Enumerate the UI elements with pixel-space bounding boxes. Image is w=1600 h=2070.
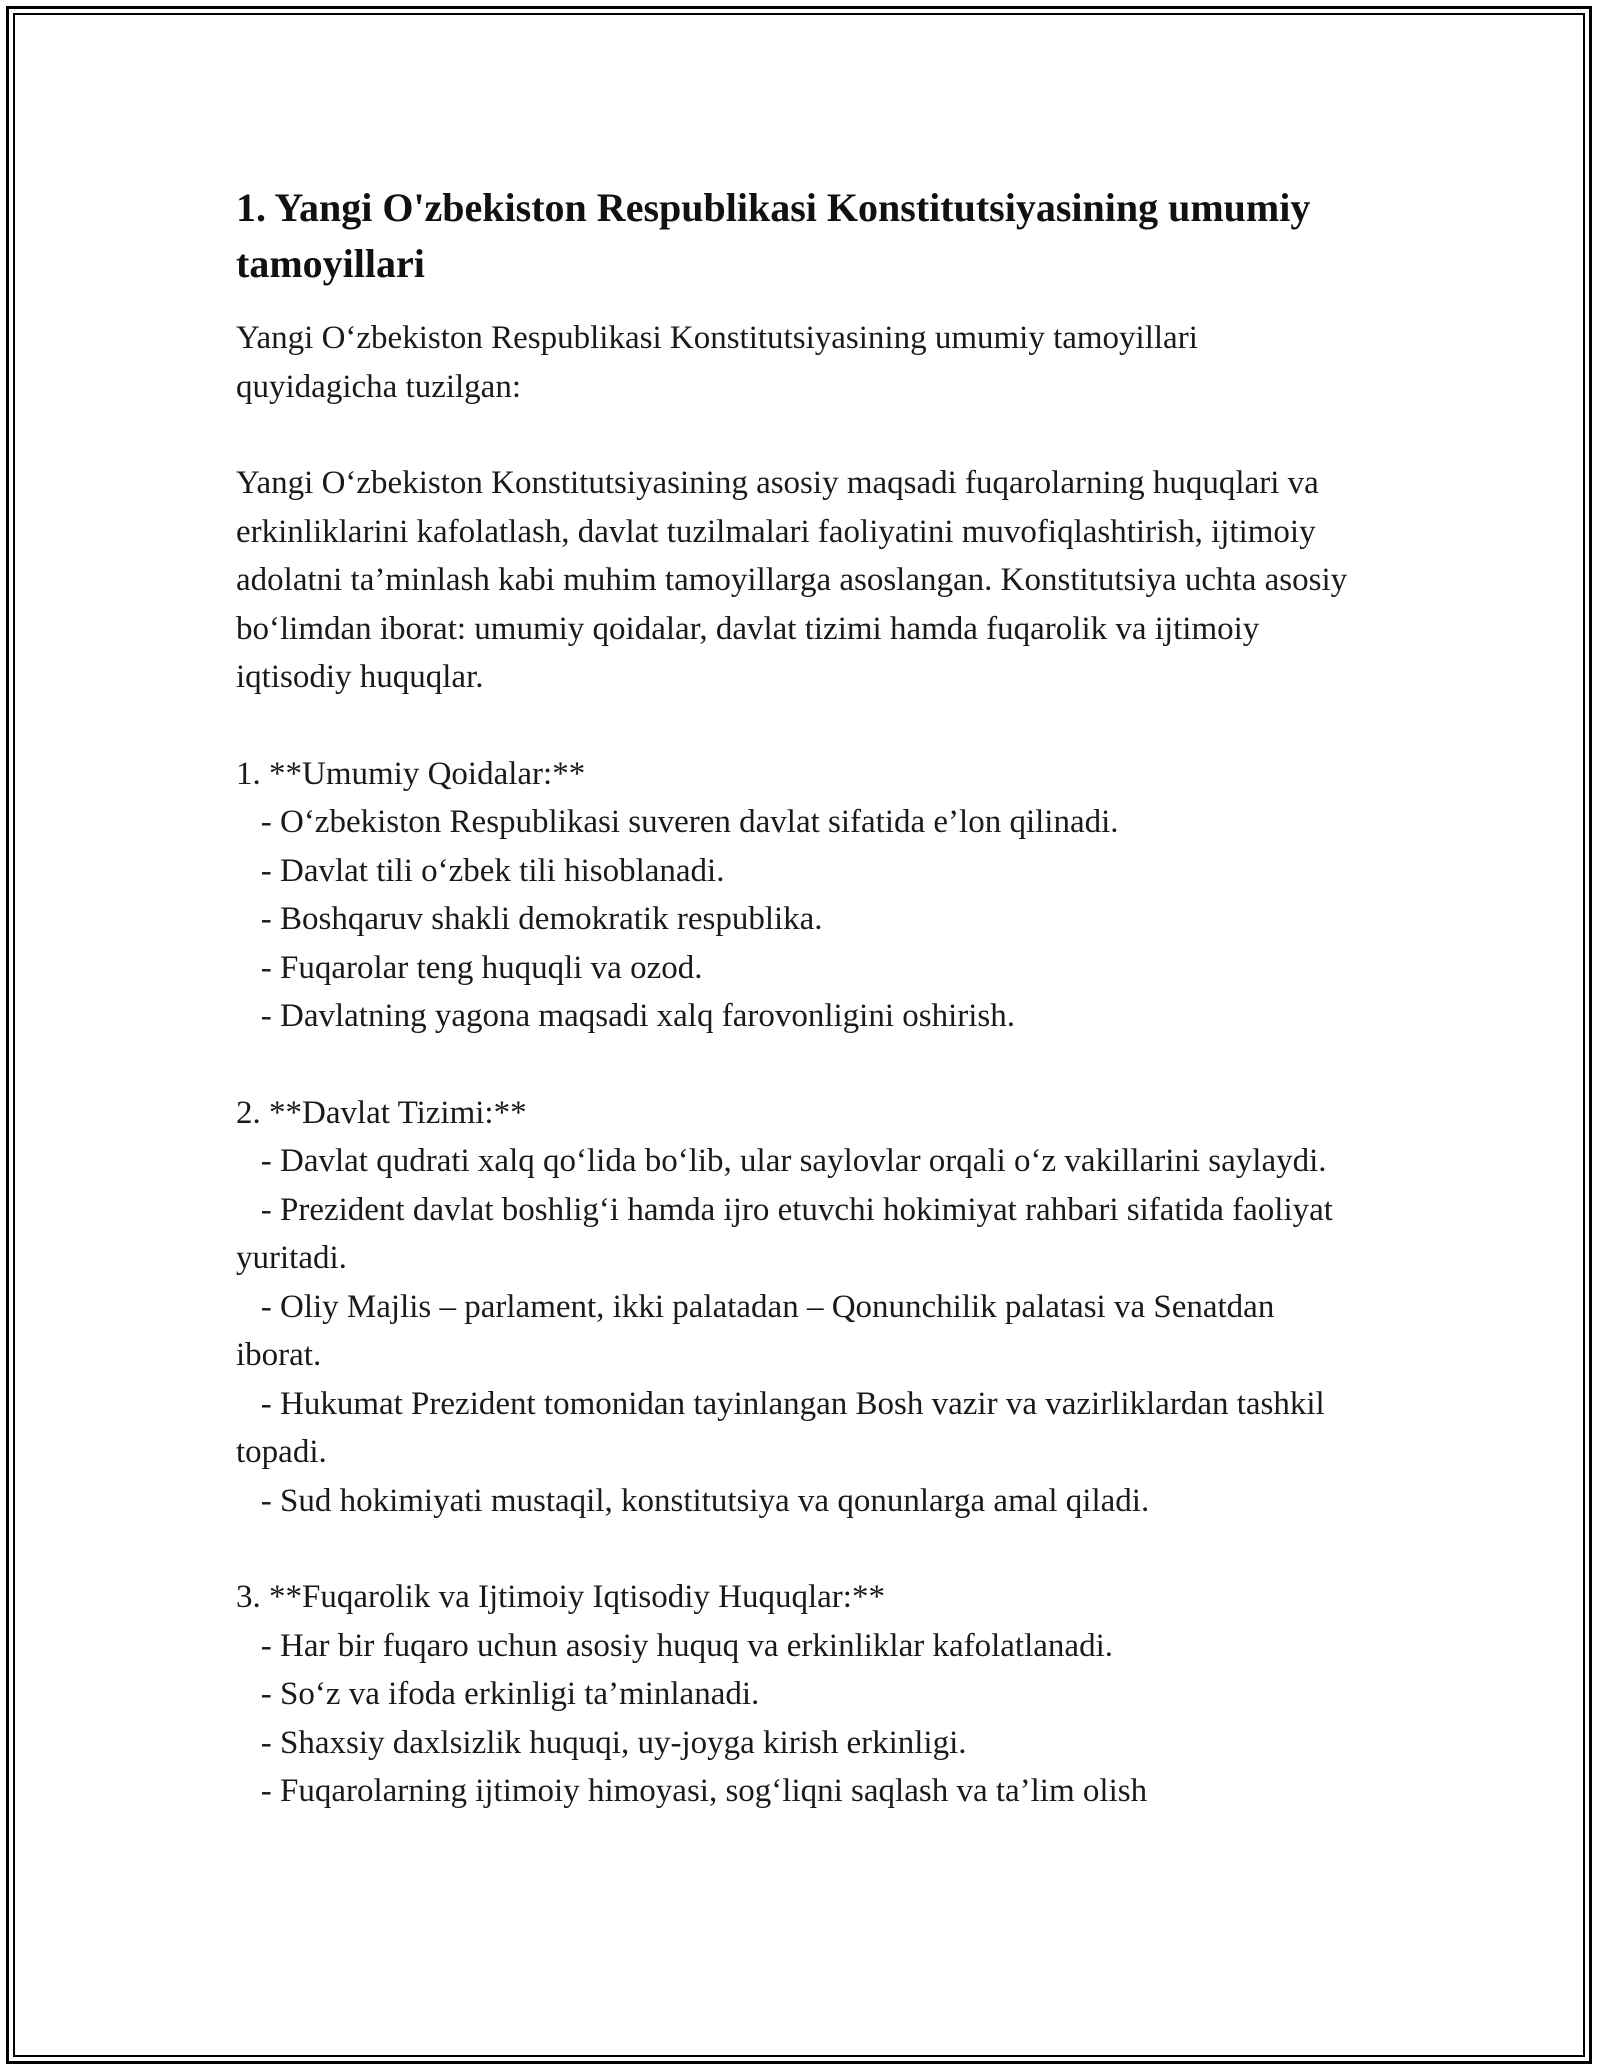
list-item: - O‘zbekiston Respublikasi suveren davlat sifatida e’lon qilinadi.: [260, 804, 1119, 840]
section-title: 2. **Davlat Tizimi:**: [236, 1094, 527, 1131]
section-title: 3. **Fuqarolik va Ijtimoiy Iqtisodiy Huquqlar:**: [236, 1579, 885, 1615]
intro-paragraph: Yangi O‘zbekiston Respublikasi Konstitutsiyasining umumiy tamoyillari quyidagicha tuzilgan:: [236, 320, 1198, 405]
document-heading: 1. Yangi O'zbekiston Respublikasi Konstitutsiyasining umumiy tamoyillari: [236, 185, 1311, 286]
list-item: - Fuqarolarning ijtimoiy himoyasi, sog‘liqni saqlash va ta’lim olish: [260, 1773, 1148, 1809]
list-item: - Har bir fuqaro uchun asosiy huquq va erkinliklar kafolatlanadi.: [260, 1627, 1113, 1664]
list-item: - Prezident davlat boshlig‘i hamda ijro etuvchi hokimiyat rahbari sifatida faoliyat yuritadi.: [236, 1191, 1333, 1276]
list-item: - Oliy Majlis – parlament, ikki palatadan – Qonunchilik palatasi va Senatdan iborat.: [236, 1288, 1275, 1373]
document-body: [236, 180, 1366, 1816]
section-fuqarolik-huquqlar: [236, 1573, 1366, 1816]
section-davlat-tizimi: [236, 1089, 1366, 1526]
list-item: - Boshqaruv shakli demokratik respublika.: [260, 901, 823, 937]
section-umumiy-qoidalar: [236, 750, 1366, 1041]
list-item: - Sud hokimiyati mustaqil, konstitutsiya va qonunlarga amal qiladi.: [260, 1482, 1150, 1519]
list-item: - Hukumat Prezident tomonidan tayinlangan Bosh vazir va vazirliklardan tashkil topadi.: [236, 1385, 1325, 1470]
list-item: - Davlat tili o‘zbek tili hisoblanadi.: [260, 852, 725, 889]
list-item: - Davlat qudrati xalq qo‘lida bo‘lib, ular saylovlar orqali o‘z vakillarini saylaydi.: [260, 1143, 1327, 1179]
list-item: - Davlatning yagona maqsadi xalq farovonligini oshirish.: [260, 998, 1016, 1034]
list-item: - So‘z va ifoda erkinligi ta’minlanadi.: [260, 1676, 760, 1712]
list-item: - Fuqarolar teng huquqli va ozod.: [260, 949, 703, 986]
main-paragraph: Yangi O‘zbekiston Konstitutsiyasining asosiy maqsadi fuqarolarning huquqlari va erkinliklarini kafolatlash, davlat tuzilmalari faoliyatini muvofiqlashtirish, ijtimoiy adolatni ta’minlash kabi muhim tamoyillarga asoslangan. Konstitutsiya uchta asosiy bo‘limdan iborat: umumiy qoidalar, davlat tizimi hamda fuqarolik va ijtimoiy iqtisodiy huquqlar.: [236, 465, 1348, 695]
section-title: 1. **Umumiy Qoidalar:**: [236, 755, 586, 792]
list-item: - Shaxsiy daxlsizlik huquqi, uy-joyga kirish erkinligi.: [260, 1724, 967, 1761]
